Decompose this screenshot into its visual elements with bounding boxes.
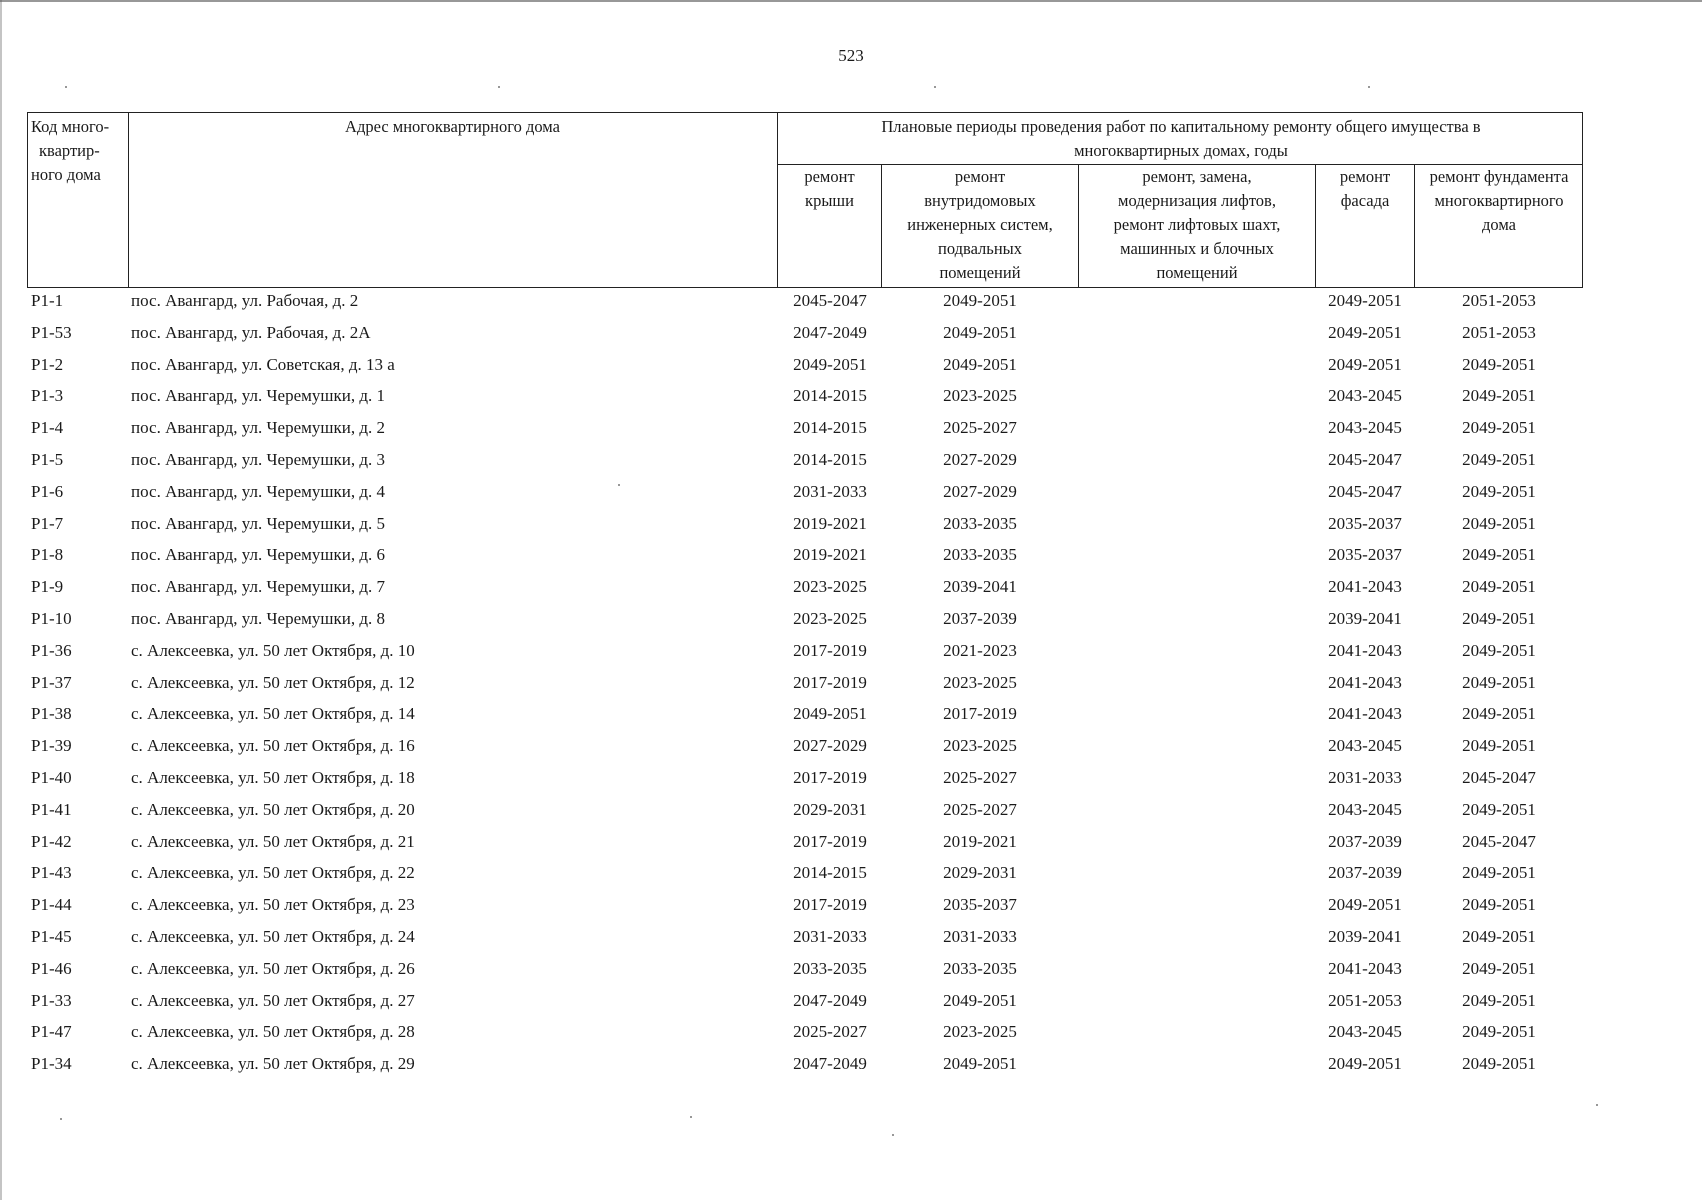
cell-facade: 2043-2045 — [1328, 1022, 1402, 1042]
cell-code: P1-5 — [31, 450, 64, 469]
cell-engineering: 2023-2025 — [943, 736, 1017, 756]
cell-address: с. Алексеевка, ул. 50 лет Октября, д. 26 — [131, 958, 415, 978]
cell-foundation: 2049-2051 — [1462, 418, 1536, 438]
cell-engineering: 2037-2039 — [943, 609, 1017, 628]
cell-foundation: 2051-2053 — [1462, 291, 1536, 310]
cell-facade: 2039-2041 — [1328, 609, 1402, 628]
cell-engineering: 2049-2051 — [943, 291, 1017, 310]
cell-engineering: 2049-2051 — [943, 990, 1017, 1010]
cell-engineering: 2049-2051 — [943, 354, 1017, 374]
page-number: 523 — [838, 46, 864, 65]
table-row — [0, 922, 1702, 954]
table-row — [0, 668, 1702, 700]
table-row — [0, 604, 1702, 636]
cell-foundation: 2049-2051 — [1462, 354, 1536, 374]
cell-code: P1-1 — [31, 291, 64, 310]
table-row — [0, 827, 1702, 859]
header-engineering-line: подвальных — [938, 239, 1022, 258]
scan-speck — [60, 1118, 62, 1120]
cell-roof: 2019-2021 — [793, 545, 867, 565]
cell-engineering: 2033-2035 — [943, 545, 1017, 565]
header-facade-line: фасада — [1340, 191, 1390, 210]
cell-foundation: 2045-2047 — [1462, 831, 1536, 851]
table-row — [0, 509, 1702, 541]
table-row — [0, 986, 1702, 1018]
scan-speck — [934, 86, 936, 88]
cell-address: с. Алексеевка, ул. 50 лет Октября, д. 24 — [131, 927, 415, 946]
table-row — [0, 1017, 1702, 1049]
cell-address: с. Алексеевка, ул. 50 лет Октября, д. 29 — [131, 1054, 415, 1074]
cell-engineering: 2027-2029 — [943, 481, 1017, 501]
cell-address: с. Алексеевка, ул. 50 лет Октября, д. 12 — [131, 672, 415, 692]
header-lifts-line: помещений — [1156, 263, 1238, 282]
cell-engineering: 2049-2051 — [943, 1054, 1017, 1074]
scan-speck — [1368, 86, 1370, 88]
cell-foundation: 2049-2051 — [1462, 513, 1536, 533]
cell-roof: 2045-2047 — [793, 291, 867, 310]
cell-address: пос. Авангард, ул. Рабочая, д. 2 — [131, 291, 359, 310]
header-divider — [128, 113, 129, 287]
cell-code: P1-8 — [31, 545, 64, 565]
header-engineering-line: помещений — [939, 263, 1021, 282]
cell-code: P1-41 — [31, 799, 72, 819]
cell-foundation: 2049-2051 — [1462, 927, 1536, 946]
table-row — [0, 318, 1702, 350]
cell-roof: 2017-2019 — [793, 640, 867, 660]
cell-roof: 2019-2021 — [793, 513, 867, 533]
cell-address: с. Алексеевка, ул. 50 лет Октября, д. 28 — [131, 1022, 415, 1042]
cell-facade: 2043-2045 — [1328, 386, 1402, 406]
cell-code: P1-4 — [31, 418, 64, 438]
cell-foundation: 2049-2051 — [1462, 704, 1536, 724]
cell-foundation: 2049-2051 — [1462, 736, 1536, 756]
table-row — [0, 954, 1702, 986]
header-lifts-line: модернизация лифтов, — [1118, 191, 1276, 210]
cell-address: пос. Авангард, ул. Черемушки, д. 5 — [131, 513, 385, 533]
cell-facade: 2049-2051 — [1328, 1054, 1402, 1074]
cell-engineering: 2017-2019 — [943, 704, 1017, 724]
cell-engineering: 2033-2035 — [943, 513, 1017, 533]
cell-facade: 2049-2051 — [1328, 291, 1402, 310]
header-code-line: Код много- — [31, 117, 110, 136]
table-row — [0, 795, 1702, 827]
cell-foundation: 2049-2051 — [1462, 799, 1536, 819]
cell-code: P1-2 — [31, 354, 64, 374]
cell-roof: 2017-2019 — [793, 672, 867, 692]
cell-engineering: 2025-2027 — [943, 768, 1017, 787]
table-header — [27, 112, 1583, 288]
cell-engineering: 2025-2027 — [943, 418, 1017, 438]
cell-address: пос. Авангард, ул. Черемушки, д. 4 — [131, 481, 385, 501]
cell-address: пос. Авангард, ул. Рабочая, д. 2А — [131, 322, 371, 342]
cell-facade: 2037-2039 — [1328, 863, 1402, 883]
cell-address: пос. Авангард, ул. Советская, д. 13 а — [131, 354, 395, 374]
cell-engineering: 2033-2035 — [943, 958, 1017, 978]
cell-facade: 2049-2051 — [1328, 895, 1402, 915]
table-row — [0, 1049, 1702, 1081]
header-roof-line: крыши — [805, 191, 854, 210]
header-roof — [778, 165, 881, 213]
cell-facade: 2041-2043 — [1328, 704, 1402, 724]
cell-code: P1-47 — [31, 1022, 72, 1042]
cell-address: с. Алексеевка, ул. 50 лет Октября, д. 22 — [131, 863, 415, 883]
cell-roof: 2017-2019 — [793, 831, 867, 851]
cell-roof: 2031-2033 — [793, 481, 867, 501]
header-engineering-line: ремонт — [954, 167, 1006, 186]
table-row — [0, 890, 1702, 922]
scan-speck — [65, 86, 67, 88]
cell-code: P1-9 — [31, 577, 64, 597]
cell-address: с. Алексеевка, ул. 50 лет Октября, д. 21 — [131, 831, 415, 851]
cell-roof: 2023-2025 — [793, 609, 867, 628]
cell-code: P1-39 — [31, 736, 72, 756]
header-foundation-line: ремонт фундамента — [1429, 167, 1569, 186]
cell-engineering: 2029-2031 — [943, 863, 1017, 883]
cell-engineering: 2023-2025 — [943, 672, 1017, 692]
cell-code: P1-38 — [31, 704, 72, 724]
cell-code: P1-53 — [31, 322, 72, 342]
header-code-line: квартир- — [39, 141, 100, 160]
cell-engineering: 2027-2029 — [943, 450, 1017, 469]
cell-engineering: 2035-2037 — [943, 895, 1017, 915]
cell-roof: 2047-2049 — [793, 990, 867, 1010]
header-code — [31, 115, 127, 187]
cell-engineering: 2023-2025 — [943, 386, 1017, 406]
cell-address: пос. Авангард, ул. Черемушки, д. 3 — [131, 450, 385, 469]
cell-code: P1-10 — [31, 609, 72, 628]
cell-roof: 2014-2015 — [793, 450, 867, 469]
header-facade-line: ремонт — [1339, 167, 1391, 186]
cell-roof: 2029-2031 — [793, 799, 867, 819]
header-foundation-line: многоквартирного — [1434, 191, 1564, 210]
cell-roof: 2023-2025 — [793, 577, 867, 597]
cell-address: с. Алексеевка, ул. 50 лет Октября, д. 27 — [131, 990, 415, 1010]
scan-speck — [892, 1134, 894, 1136]
table-row — [0, 636, 1702, 668]
cell-address: с. Алексеевка, ул. 50 лет Октября, д. 18 — [131, 768, 415, 787]
header-code-line: ного дома — [31, 165, 101, 184]
header-engineering-line: инженерных систем, — [907, 215, 1053, 234]
cell-facade: 2045-2047 — [1328, 481, 1402, 501]
scan-edge-top — [0, 0, 1702, 2]
cell-foundation: 2049-2051 — [1462, 450, 1536, 469]
cell-roof: 2014-2015 — [793, 418, 867, 438]
cell-code: P1-42 — [31, 831, 72, 851]
header-lifts — [1079, 165, 1315, 285]
table-row — [0, 699, 1702, 731]
cell-address: с. Алексеевка, ул. 50 лет Октября, д. 20 — [131, 799, 415, 819]
cell-code: P1-3 — [31, 386, 64, 406]
cell-roof: 2014-2015 — [793, 863, 867, 883]
cell-foundation: 2049-2051 — [1462, 1022, 1536, 1042]
cell-code: P1-37 — [31, 672, 72, 692]
cell-roof: 2033-2035 — [793, 958, 867, 978]
cell-engineering: 2019-2021 — [943, 831, 1017, 851]
cell-roof: 2049-2051 — [793, 704, 867, 724]
cell-engineering: 2049-2051 — [943, 322, 1017, 342]
header-roof-line: ремонт — [804, 167, 855, 186]
header-periods-line: многоквартирных домах, годы — [1074, 141, 1288, 160]
cell-code: P1-43 — [31, 863, 72, 883]
cell-facade: 2031-2033 — [1328, 768, 1402, 787]
cell-code: P1-33 — [31, 990, 72, 1010]
cell-code: P1-44 — [31, 895, 72, 915]
cell-foundation: 2049-2051 — [1462, 863, 1536, 883]
header-foundation — [1415, 165, 1583, 237]
header-facade — [1316, 165, 1414, 213]
cell-foundation: 2051-2053 — [1462, 322, 1536, 342]
cell-address: с. Алексеевка, ул. 50 лет Октября, д. 10 — [131, 640, 415, 660]
cell-code: P1-6 — [31, 481, 64, 501]
table-row — [0, 858, 1702, 890]
cell-address: пос. Авангард, ул. Черемушки, д. 8 — [131, 609, 385, 628]
cell-foundation: 2049-2051 — [1462, 577, 1536, 597]
cell-foundation: 2049-2051 — [1462, 990, 1536, 1010]
cell-roof: 2049-2051 — [793, 354, 867, 374]
cell-facade: 2043-2045 — [1328, 736, 1402, 756]
cell-address: пос. Авангард, ул. Черемушки, д. 7 — [131, 577, 385, 597]
cell-roof: 2027-2029 — [793, 736, 867, 756]
cell-foundation: 2045-2047 — [1462, 768, 1536, 787]
cell-foundation: 2049-2051 — [1462, 1054, 1536, 1074]
cell-code: P1-34 — [31, 1054, 72, 1074]
scan-speck — [690, 1116, 692, 1118]
cell-foundation: 2049-2051 — [1462, 640, 1536, 660]
cell-foundation: 2049-2051 — [1462, 481, 1536, 501]
header-engineering-line: внутридомовых — [924, 191, 1036, 210]
header-periods — [778, 115, 1584, 163]
header-address: Адрес многоквартирного дома — [345, 117, 560, 136]
cell-facade: 2039-2041 — [1328, 927, 1402, 946]
cell-address: с. Алексеевка, ул. 50 лет Октября, д. 14 — [131, 704, 415, 724]
table-row — [0, 731, 1702, 763]
cell-engineering: 2023-2025 — [943, 1022, 1017, 1042]
cell-engineering: 2039-2041 — [943, 577, 1017, 597]
cell-facade: 2041-2043 — [1328, 958, 1402, 978]
cell-facade: 2037-2039 — [1328, 831, 1402, 851]
header-engineering — [882, 165, 1078, 285]
scan-speck — [1596, 1104, 1598, 1106]
header-lifts-line: ремонт лифтовых шахт, — [1113, 215, 1281, 234]
header-lifts-line: машинных и блочных — [1120, 239, 1274, 258]
cell-engineering: 2031-2033 — [943, 927, 1017, 946]
cell-foundation: 2049-2051 — [1462, 672, 1536, 692]
table-row — [0, 413, 1702, 445]
table-row — [0, 763, 1702, 795]
table-row — [0, 381, 1702, 413]
header-foundation-line: дома — [1482, 215, 1516, 234]
cell-foundation: 2049-2051 — [1462, 386, 1536, 406]
cell-roof: 2017-2019 — [793, 768, 867, 787]
cell-address: пос. Авангард, ул. Черемушки, д. 1 — [131, 386, 385, 406]
cell-facade: 2049-2051 — [1328, 354, 1402, 374]
cell-facade: 2041-2043 — [1328, 640, 1402, 660]
table-row — [0, 540, 1702, 572]
scan-speck — [498, 86, 500, 88]
cell-facade: 2043-2045 — [1328, 418, 1402, 438]
cell-code: P1-40 — [31, 768, 72, 787]
cell-address: с. Алексеевка, ул. 50 лет Октября, д. 23 — [131, 895, 415, 915]
cell-foundation: 2049-2051 — [1462, 895, 1536, 915]
cell-code: P1-7 — [31, 513, 64, 533]
cell-facade: 2045-2047 — [1328, 450, 1402, 469]
cell-facade: 2035-2037 — [1328, 545, 1402, 565]
cell-facade: 2043-2045 — [1328, 799, 1402, 819]
cell-facade: 2041-2043 — [1328, 672, 1402, 692]
cell-address: пос. Авангард, ул. Черемушки, д. 2 — [131, 418, 385, 438]
scan-speck — [618, 484, 620, 486]
cell-code: P1-46 — [31, 958, 72, 978]
cell-facade: 2049-2051 — [1328, 322, 1402, 342]
cell-code: P1-36 — [31, 640, 72, 660]
table-row — [0, 286, 1702, 318]
cell-address: с. Алексеевка, ул. 50 лет Октября, д. 16 — [131, 736, 415, 756]
cell-facade: 2035-2037 — [1328, 513, 1402, 533]
cell-foundation: 2049-2051 — [1462, 958, 1536, 978]
header-lifts-line: ремонт, замена, — [1142, 167, 1252, 186]
cell-roof: 2031-2033 — [793, 927, 867, 946]
cell-facade: 2051-2053 — [1328, 990, 1402, 1010]
cell-code: P1-45 — [31, 927, 72, 946]
cell-engineering: 2021-2023 — [943, 640, 1017, 660]
cell-facade: 2041-2043 — [1328, 577, 1402, 597]
cell-roof: 2017-2019 — [793, 895, 867, 915]
header-periods-line: Плановые периоды проведения работ по капитальному ремонту общего имущества в — [881, 117, 1481, 136]
table-row — [0, 350, 1702, 382]
cell-engineering: 2025-2027 — [943, 799, 1017, 819]
cell-foundation: 2049-2051 — [1462, 609, 1536, 628]
table-row — [0, 477, 1702, 509]
cell-roof: 2047-2049 — [793, 1054, 867, 1074]
cell-roof: 2047-2049 — [793, 322, 867, 342]
table-row — [0, 445, 1702, 477]
cell-roof: 2025-2027 — [793, 1022, 867, 1042]
cell-roof: 2014-2015 — [793, 386, 867, 406]
cell-address: пос. Авангард, ул. Черемушки, д. 6 — [131, 545, 385, 565]
cell-foundation: 2049-2051 — [1462, 545, 1536, 565]
table-row — [0, 572, 1702, 604]
